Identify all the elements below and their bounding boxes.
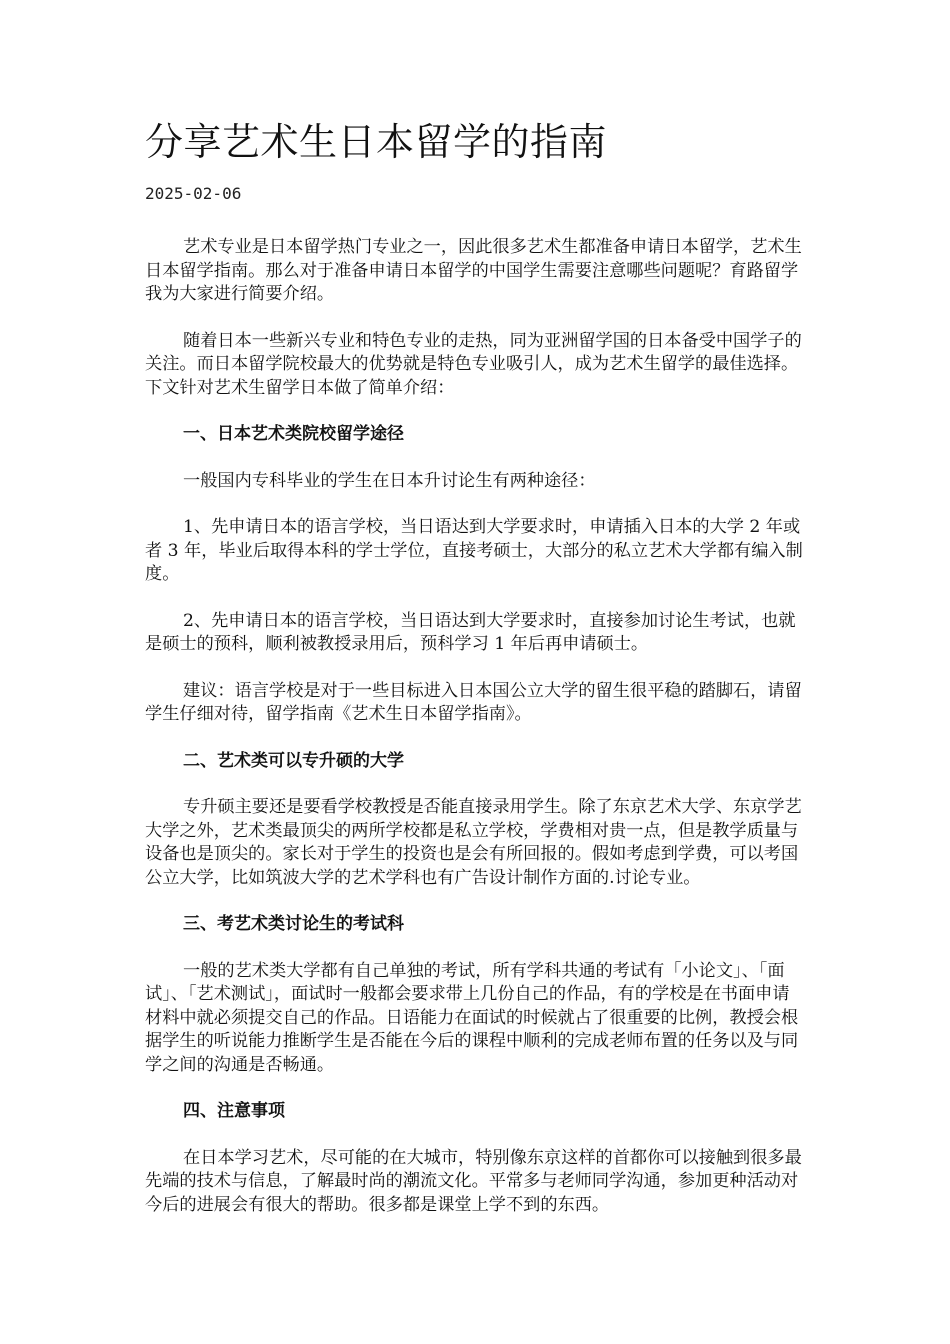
- spacer: [145, 1124, 805, 1147]
- section-1-paragraph-3: 2、先申请日本的语言学校，当日语达到大学要求时，直接参加讨论生考试，也就是硕士的预科，顺利被教授录用后，预科学习 1 年后再申请硕士。: [145, 610, 796, 654]
- spacer: [145, 937, 805, 960]
- spacer: [145, 773, 805, 796]
- spacer: [145, 727, 805, 750]
- spacer: [145, 400, 805, 423]
- section-3-paragraph-1: 一般的艺术类大学都有自己单独的考试，所有学科共通的考试有「小论文」、「面试」、「艺术测试」，面试时一般都会要求带上几份自己的作品，有的学校是在书面申请材料中就必须提交自己的作品。日语能力在面试的时候就占了很重要的比例，教授会根据学生的听说能力推断学生是否能在今后的课程中顺利的完成老师布置的任务以及与同学之间的沟通是否畅通。: [145, 960, 799, 1075]
- section-2-heading: 二、艺术类可以专升硕的大学: [183, 750, 404, 771]
- spacer: [145, 307, 805, 330]
- intro-paragraph-1: 艺术专业是日本留学热门专业之一，因此很多艺术生都准备申请日本留学，艺术生日本留学指南。那么对于准备申请日本留学的中国学生需要注意哪些问题呢？育路留学我为大家进行简要介绍。: [145, 237, 802, 304]
- spacer: [145, 206, 805, 236]
- spacer: [145, 493, 805, 516]
- section-2-paragraph-1: 专升硕主要还是要看学校教授是否能直接录用学生。除了东京艺术大学、东京学艺大学之外，艺术类最顶尖的两所学校都是私立学校，学费相对贵一点，但是教学质量与设备也是顶尖的。家长对于学生的投资也是会有所回报的。假如考虑到学费，可以考国公立大学，比如筑波大学的艺术学科也有广告设计制作方面的.讨论专业。: [145, 797, 802, 888]
- section-3-heading: 三、考艺术类讨论生的考试科: [183, 914, 404, 934]
- spacer: [145, 587, 805, 610]
- section-4-heading: 四、注意事项: [183, 1101, 285, 1121]
- section-1-paragraph-2: 1、先申请日本的语言学校，当日语达到大学要求时，申请插入日本的大学 2 年或者 3 年，毕业后取得本科的学士学位，直接考硕士，大部分的私立艺术大学都有编入制度。: [145, 517, 803, 584]
- spacer: [145, 447, 805, 470]
- section-1-paragraph-1: 一般国内专科毕业的学生在日本升讨论生有两种途径：: [183, 470, 596, 491]
- section-1-paragraph-4: 建议：语言学校是对于一些目标进入日本国公立大学的留生很平稳的踏脚石，请留学生仔细对待，留学指南《艺术生日本留学指南》。: [145, 680, 802, 724]
- section-1-heading: 一、日本艺术类院校留学途径: [183, 424, 404, 444]
- spacer: [145, 657, 805, 680]
- article-title: 分享艺术生日本留学的指南: [145, 120, 608, 164]
- document-page: [145, 112, 805, 1217]
- article-date: 2025-02-06: [145, 184, 242, 203]
- spacer: [145, 1077, 805, 1100]
- spacer: [145, 890, 805, 913]
- intro-paragraph-2: 随着日本一些新兴专业和特色专业的走热，同为亚洲留学国的日本备受中国学子的关注。而日本留学院校最大的优势就是特色专业吸引人，成为艺术生留学的最佳选择。下文针对艺术生留学日本做了简单介绍：: [145, 330, 802, 398]
- section-4-paragraph-1: 在日本学习艺术，尽可能的在大城市，特别像东京这样的首都你可以接触到很多最先端的技术与信息，了解最时尚的潮流文化。平常多与老师同学沟通，参加更种活动对今后的进展会有很大的帮助。很多都是课堂上学不到的东西。: [145, 1147, 802, 1215]
